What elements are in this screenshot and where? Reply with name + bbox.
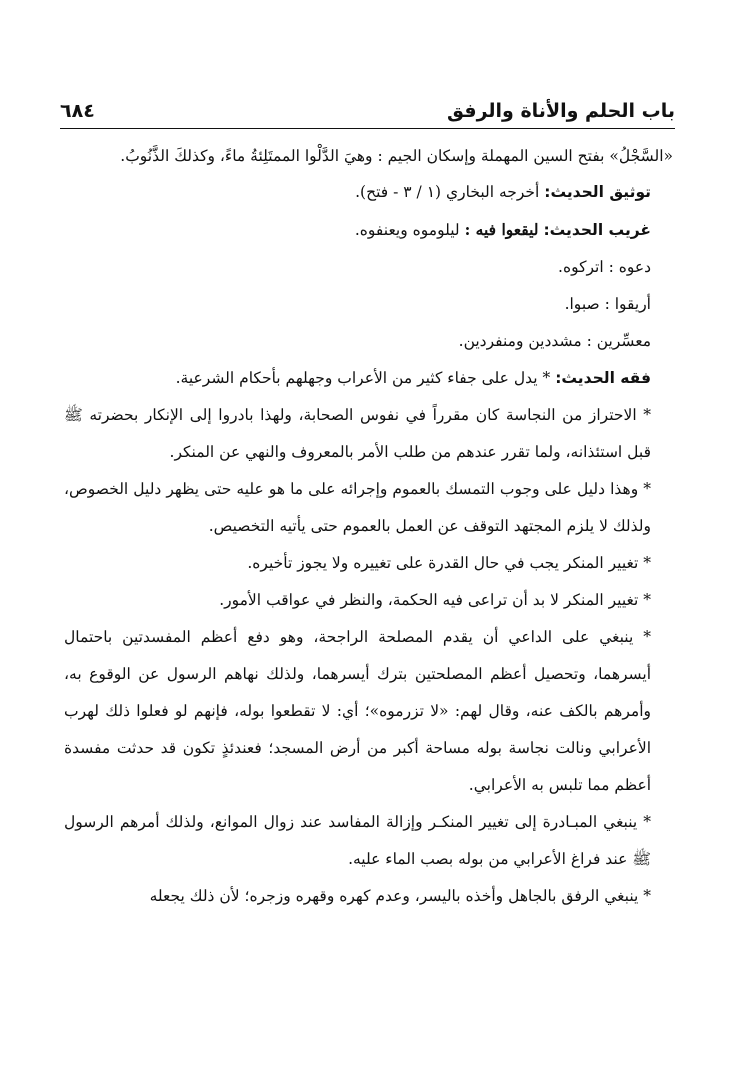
running-header bbox=[60, 86, 675, 126]
section-label-fiqh: فقه الحديث: bbox=[555, 369, 651, 387]
chapter-title: باب الحلم والأناة والرفق bbox=[447, 100, 675, 122]
paragraph-definition bbox=[64, 138, 673, 174]
paragraph-hadith-source bbox=[64, 174, 673, 211]
paragraph-vocab-3 bbox=[64, 323, 673, 360]
section-label-tawthiq: توثيق الحديث: bbox=[544, 183, 651, 201]
paragraph-text: * وهذا دليل على وجوب التمسك بالعموم وإجرائه على ما هو عليه حتى يظهر دليل الخصوص، ولذلك لا يلزم المجتهد التوقف عن العمل بالعموم حتى يأتيه التخصيص. bbox=[64, 480, 651, 535]
paragraph-fiqh bbox=[64, 360, 673, 397]
paragraph-gharib bbox=[64, 211, 673, 249]
header-divider bbox=[60, 128, 675, 129]
paragraph-text: * الاحتراز من النجاسة كان مقرراً في نفوس الصحابة، ولهذا بادروا إلى الإنكار بحضرته ﷺ قبل استئذانه، ولما تقرر عندهم من طلب الأمر بالمعروف والنهي عن المنكر. bbox=[64, 406, 651, 461]
paragraph-text: * ينبغي الرفق بالجاهل وأخذه باليسر، وعدم كهره وقهره وزجره؛ لأن ذلك يجعله bbox=[149, 887, 651, 905]
paragraph-text: * ينبغي المبـادرة إلى تغيير المنكـر وإزالة المفاسد عند زوال الموانع، ولذلك أمرهم الرسول ﷺ عند فراغ الأعرابي من بوله بصب الماء عليه. bbox=[64, 813, 651, 868]
paragraph-text: ليلوموه ويعنفوه. bbox=[354, 221, 460, 239]
paragraph-point-1 bbox=[64, 397, 673, 471]
paragraph-vocab-1 bbox=[64, 249, 673, 286]
paragraph-text: * ينبغي على الداعي أن يقدم المصلحة الراجحة، وهو دفع أعظم المفسدتين باحتمال أيسرهما، وتحصيل أعظم المصلحتين بترك أيسرهما، ولذلك نهاهم الرسول عن الوقوع به، وأمرهم بالكف عنه، وقال لهم: «لا تزرموه»؛ أي: لا تقطعوا بوله، فإنهم لو فعلوا ذلك لهرب الأعرابي ونالت نجاسة بوله مساحة أكبر من أرض المسجد؛ فعندئذٍ تكون قد حدثت مفسدة أعظم مما تلبس به الأعرابي. bbox=[64, 628, 651, 794]
paragraph-point-5 bbox=[64, 619, 673, 804]
paragraph-point-6 bbox=[64, 804, 673, 878]
paragraph-text: * يدل على جفاء كثير من الأعراب وجهلهم بأحكام الشرعية. bbox=[175, 369, 551, 387]
paragraph-text: * تغيير المنكر لا بد أن تراعى فيه الحكمة، والنظر في عواقب الأمور. bbox=[219, 591, 651, 609]
gharib-keyword: ليقعوا فيه : bbox=[464, 220, 539, 239]
paragraph-vocab-2 bbox=[64, 286, 673, 323]
paragraph-text: «السَّجْلُ» بفتح السين المهملة وإسكان الجيم : وهيَ الدَّلْوا الممتَلِئةُ ماءً، وكذلكَ الذَّنُوبُ. bbox=[120, 147, 673, 165]
paragraph-text: دعوه : اتركوه. bbox=[558, 258, 651, 276]
paragraph-text: * تغيير المنكر يجب في حال القدرة على تغييره ولا يجوز تأخيره. bbox=[247, 554, 651, 572]
section-label-gharib: غريب الحديث: bbox=[543, 221, 651, 239]
paragraph-text: أخرجه البخاري (١ / ٣ - فتح). bbox=[355, 183, 540, 201]
paragraph-point-2 bbox=[64, 471, 673, 545]
paragraph-point-7 bbox=[64, 878, 673, 915]
paragraph-point-3 bbox=[64, 545, 673, 582]
page-body bbox=[64, 138, 673, 915]
page-number: ٦٨٤ bbox=[60, 100, 95, 122]
paragraph-text: أريقوا : صبوا. bbox=[564, 295, 651, 313]
paragraph-text: معسِّرين : مشددين ومنفردين. bbox=[458, 332, 651, 350]
paragraph-point-4 bbox=[64, 582, 673, 619]
